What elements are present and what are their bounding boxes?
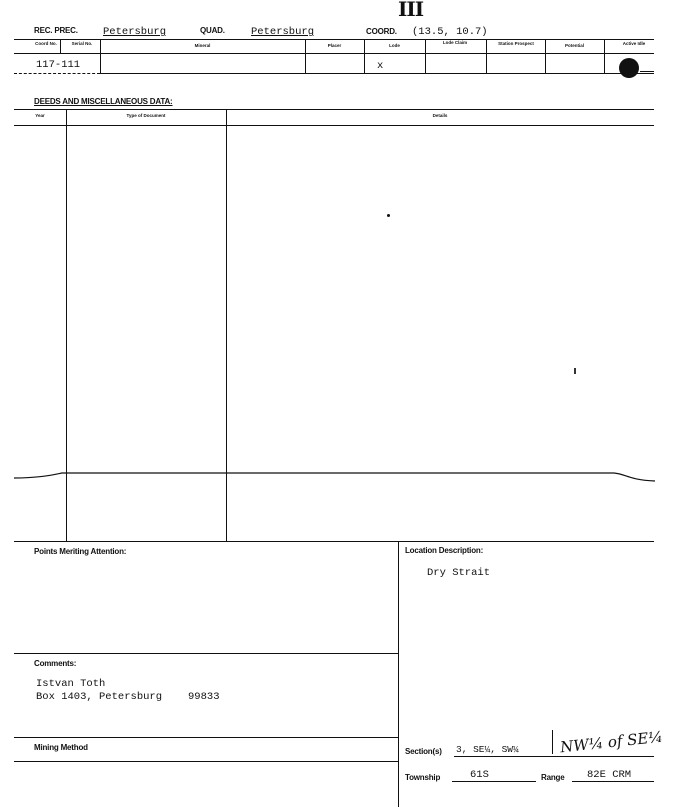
col-potential: Potential xyxy=(564,43,584,48)
top-mark: III xyxy=(398,0,424,21)
col-lode-claim: Lode Claim xyxy=(442,40,468,45)
col-mineral: Mineral xyxy=(194,43,211,48)
township-value: 61S xyxy=(470,769,489,781)
comments-line-1: Istvan Toth xyxy=(36,678,106,690)
mining-top-line xyxy=(14,737,398,738)
sections-value: 3, SE¼, SW¼ xyxy=(456,744,519,755)
coord-no-value: 117-111 xyxy=(36,59,81,71)
fold-line xyxy=(14,466,656,486)
rec-prec-label: REC. PREC. xyxy=(34,26,78,35)
comments-line-2-address: Box 1403, Petersburg xyxy=(36,691,163,703)
deeds-col-type: Type of Document xyxy=(126,113,166,118)
township-underline xyxy=(452,781,536,782)
handwritten-brace xyxy=(552,730,553,754)
sections-label: Section(s) xyxy=(405,747,442,756)
points-label: Points Meriting Attention: xyxy=(34,547,127,556)
col-coord-no: Coord No. xyxy=(35,41,57,46)
col-station-prospect: Station Prospect xyxy=(498,41,534,46)
range-underline xyxy=(572,781,654,782)
top-table-border xyxy=(14,39,654,40)
sections-underline xyxy=(454,756,654,757)
coord-label: COORD. xyxy=(366,27,397,36)
comments-label: Comments: xyxy=(34,659,77,668)
deeds-bottom-line xyxy=(14,541,654,542)
speck xyxy=(574,368,576,374)
location-label: Location Description: xyxy=(405,546,484,555)
col-divider-1 xyxy=(60,39,61,54)
location-value: Dry Strait xyxy=(427,567,491,579)
speck xyxy=(387,214,390,217)
deeds-top-line xyxy=(14,109,654,110)
col-serial-no: Serial No. xyxy=(71,41,93,46)
col-divider-5 xyxy=(425,39,426,73)
rec-prec-value: Petersburg xyxy=(103,26,167,38)
top-table-dash-line xyxy=(14,73,100,74)
coord-value: (13.5, 10.7) xyxy=(412,26,488,38)
top-table-bottom-line xyxy=(100,73,654,74)
sections-handwritten: NW¼ of SE¼ xyxy=(559,727,664,757)
col-lode: Lode xyxy=(389,43,400,48)
col-divider-8 xyxy=(604,39,605,73)
quad-value: Petersburg xyxy=(251,26,315,38)
mining-bottom-line xyxy=(14,761,398,762)
deeds-title: DEEDS AND MISCELLANEOUS DATA: xyxy=(34,97,173,106)
col-divider-6 xyxy=(486,39,487,73)
lower-divider xyxy=(398,541,399,807)
status-tick xyxy=(640,71,654,72)
comments-top-line xyxy=(14,653,398,654)
active-status-dot xyxy=(619,58,639,78)
deeds-header-line xyxy=(14,125,654,126)
deeds-col-year: Year xyxy=(35,113,45,118)
top-table-header-line xyxy=(14,53,654,54)
col-active-idle: Active Idle xyxy=(622,41,646,46)
range-value: 82E CRM xyxy=(587,769,632,781)
mining-label: Mining Method xyxy=(34,743,88,752)
range-label: Range xyxy=(541,773,565,782)
col-placer: Placer xyxy=(327,43,342,48)
comments-line-2-zip: 99833 xyxy=(188,691,220,703)
lode-value: x xyxy=(377,60,384,72)
deeds-col-details: Details xyxy=(432,113,448,118)
township-label: Township xyxy=(405,773,441,782)
quad-label: QUAD. xyxy=(200,26,225,35)
